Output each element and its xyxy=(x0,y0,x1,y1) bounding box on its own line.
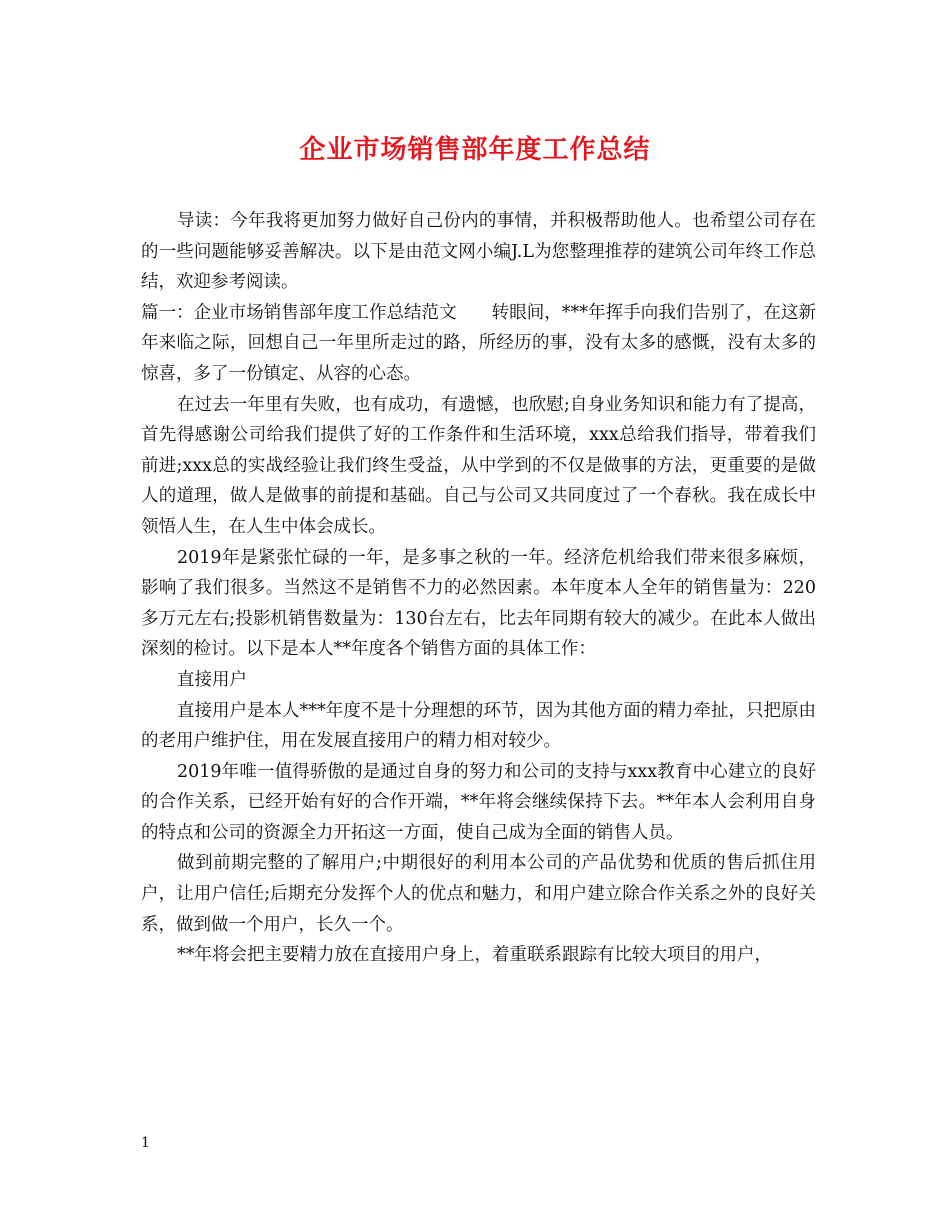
document-body xyxy=(141,206,816,971)
paragraph-cooperation: 2019年唯一值得骄傲的是通过自身的努力和公司的支持与xxx教育中心建立的良好的合作关系，已经开始有好的合作开端，**年将会继续保持下去。**年本人会利用自身的特点和公司的资源全力开拓这一方面，使自己成为全面的销售人员。 xyxy=(141,761,816,843)
paragraph-past-year: 在过去一年里有失败，也有成功，有遗憾，也欣慰;自身业务知识和能力有了提高，首先得感谢公司给我们提供了好的工作条件和生活环境，xxx总给我们指导，带着我们前进;xxx总的实战经验让我们终生受益，从中学到的不仅是做事的方法，更重要的是做人的道理，做人是做事的前提和基础。自己与公司又共同度过了一个春秋。我在成长中领悟人生，在人生中体会成长。 xyxy=(141,394,816,537)
page-number: 1 xyxy=(141,1135,150,1151)
paragraph-section-one: 篇一：企业市场销售部年度工作总结范文 转眼间，***年挥手向我们告别了，在这新年来临之际，回想自己一年里所走过的路，所经历的事，没有太多的感慨，没有太多的惊喜，多了一份镇定、从容的心态。 xyxy=(141,302,816,384)
paragraph-intro: 导读：今年我将更加努力做好自己份内的事情，并积极帮助他人。也希望公司存在的一些问题能够妥善解决。以下是由范文网小编J.L为您整理推荐的建筑公司年终工作总结，欢迎参考阅读。 xyxy=(141,211,816,293)
paragraph-2019: 2019年是紧张忙碌的一年，是多事之秋的一年。经济危机给我们带来很多麻烦，影响了我们很多。当然这不是销售不力的必然因素。本年度本人全年的销售量为：220多万元左右;投影机销售数量为：130台左右，比去年同期有较大的减少。在此本人做出深刻的检讨。以下是本人**年度各个销售方面的具体工作： xyxy=(141,547,816,660)
heading-direct-users: 直接用户 xyxy=(177,669,247,690)
paragraph-user-relations: 做到前期完整的了解用户;中期很好的利用本公司的产品优势和优质的售后抓住用户，让用户信任;后期充分发挥个人的优点和魅力，和用户建立除合作关系之外的良好关系，做到做一个用户，长久一个。 xyxy=(141,853,816,935)
document-title: 企业市场销售部年度工作总结 xyxy=(299,135,651,165)
paragraph-next-year: **年将会把主要精力放在直接用户身上，着重联系跟踪有比较大项目的用户， xyxy=(177,945,772,966)
paragraph-direct-users: 直接用户是本人***年度不是十分理想的环节，因为其他方面的精力牵扯，只把原由的老用户维护住，用在发展直接用户的精力相对较少。 xyxy=(141,700,816,752)
